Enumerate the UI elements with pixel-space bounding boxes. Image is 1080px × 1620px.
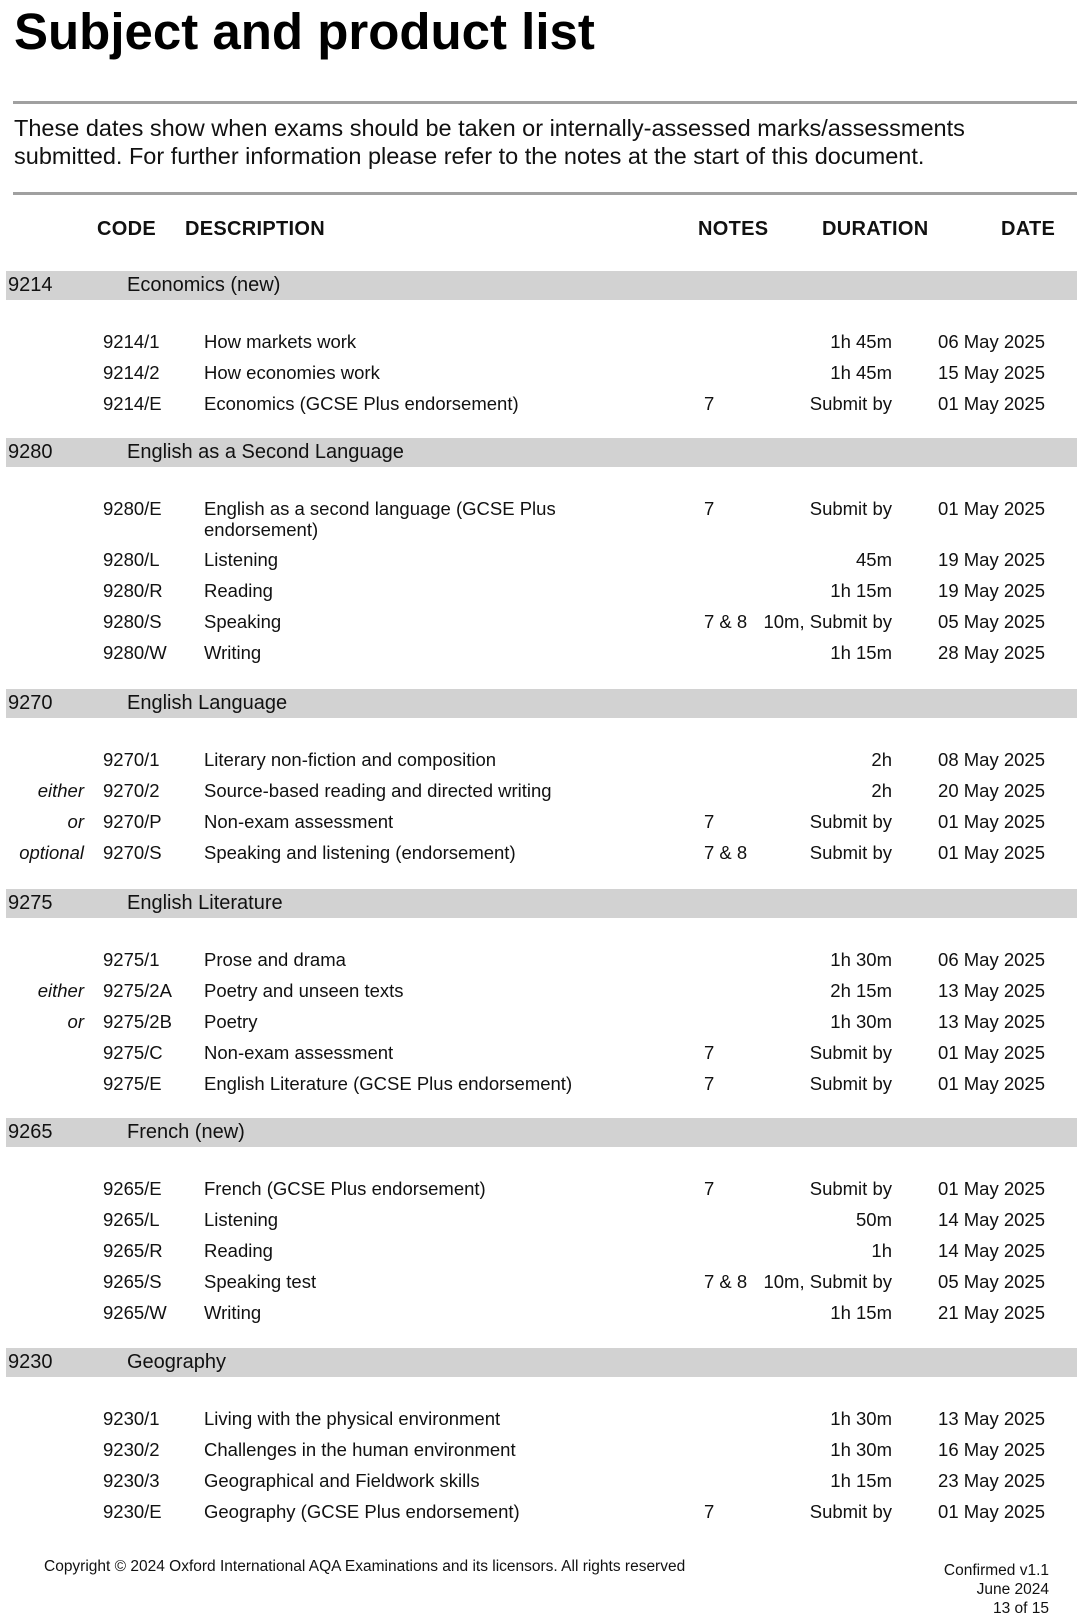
product-date: 13 May 2025 bbox=[938, 1408, 1045, 1429]
product-description: How markets work bbox=[204, 331, 357, 352]
product-notes: 7 bbox=[704, 498, 715, 519]
column-header-date: DATE bbox=[1001, 218, 1056, 240]
product-date: 01 May 2025 bbox=[938, 1501, 1045, 1522]
product-notes: 7 bbox=[704, 1042, 715, 1063]
product-code: 9265/R bbox=[103, 1240, 163, 1261]
product-code: 9270/2 bbox=[103, 780, 160, 801]
subject-name: English Literature bbox=[127, 892, 283, 914]
product-duration: Submit by bbox=[809, 1042, 892, 1063]
product-duration: Submit by bbox=[809, 1178, 892, 1199]
issue-date: June 2024 bbox=[976, 1581, 1049, 1598]
product-code: 9280/E bbox=[103, 498, 162, 519]
intro-divider bbox=[13, 192, 1077, 195]
subject-code: 9214 bbox=[8, 274, 53, 296]
product-code: 9265/L bbox=[103, 1209, 160, 1230]
product-notes: 7 & 8 bbox=[704, 611, 748, 632]
product-description: Non-exam assessment bbox=[204, 811, 394, 832]
product-duration: Submit by bbox=[809, 1501, 892, 1522]
product-duration: 2h bbox=[871, 780, 892, 801]
product-description: Reading bbox=[204, 1240, 273, 1261]
product-duration: 10m, Submit by bbox=[763, 611, 892, 632]
subject-code: 9230 bbox=[8, 1351, 53, 1373]
product-description: Living with the physical environment bbox=[204, 1408, 501, 1429]
product-code: 9275/1 bbox=[103, 949, 160, 970]
product-description: Listening bbox=[204, 1209, 279, 1230]
product-description: Economics (GCSE Plus endorsement) bbox=[204, 393, 519, 414]
product-code: 9280/W bbox=[103, 642, 167, 663]
intro-text: These dates show when exams should be taken or internally-assessed marks/assessments submitted. For further information please refer to the notes at the start of this document. bbox=[14, 115, 965, 169]
product-duration: Submit by bbox=[809, 498, 892, 519]
product-description: How economies work bbox=[204, 362, 380, 383]
product-date: 23 May 2025 bbox=[938, 1470, 1045, 1491]
product-duration: 45m bbox=[856, 549, 892, 570]
product-code: 9280/R bbox=[103, 580, 163, 601]
product-code: 9214/2 bbox=[103, 362, 160, 383]
product-code: 9275/C bbox=[103, 1042, 163, 1063]
product-notes: 7 bbox=[704, 1501, 715, 1522]
product-description: English as a second language (GCSE Plus endorsement) bbox=[204, 498, 556, 540]
qualifier-label: or bbox=[67, 811, 84, 832]
qualifier-label: optional bbox=[19, 842, 84, 863]
product-duration: Submit by bbox=[809, 393, 892, 414]
product-notes: 7 bbox=[704, 1178, 715, 1199]
subject-header bbox=[6, 271, 1077, 300]
product-code: 9270/S bbox=[103, 842, 162, 863]
product-notes: 7 & 8 bbox=[704, 1271, 748, 1292]
product-duration: 10m, Submit by bbox=[763, 1271, 892, 1292]
product-description: Geographical and Fieldwork skills bbox=[204, 1470, 480, 1491]
product-date: 01 May 2025 bbox=[938, 498, 1045, 519]
product-code: 9230/1 bbox=[103, 1408, 160, 1429]
product-code: 9265/E bbox=[103, 1178, 162, 1199]
product-description: Writing bbox=[204, 642, 262, 663]
product-date: 05 May 2025 bbox=[938, 1271, 1045, 1292]
product-duration: 1h bbox=[871, 1240, 892, 1261]
subject-header bbox=[6, 1348, 1077, 1377]
product-notes: 7 & 8 bbox=[704, 842, 748, 863]
subject-header bbox=[6, 438, 1077, 467]
subject-code: 9275 bbox=[8, 892, 53, 914]
product-duration: 2h 15m bbox=[830, 980, 892, 1001]
product-date: 13 May 2025 bbox=[938, 1011, 1045, 1032]
product-code: 9230/E bbox=[103, 1501, 162, 1522]
product-description: Poetry bbox=[204, 1011, 258, 1032]
product-notes: 7 bbox=[704, 1073, 715, 1094]
page-title: Subject and product list bbox=[14, 3, 595, 60]
subject-name: Economics (new) bbox=[127, 274, 281, 296]
top-divider bbox=[13, 101, 1077, 104]
product-date: 19 May 2025 bbox=[938, 580, 1045, 601]
subject-code: 9265 bbox=[8, 1121, 53, 1143]
product-date: 28 May 2025 bbox=[938, 642, 1045, 663]
product-duration: 1h 15m bbox=[830, 1470, 892, 1491]
subject-name: English Language bbox=[127, 692, 288, 714]
product-date: 01 May 2025 bbox=[938, 811, 1045, 832]
product-duration: 50m bbox=[856, 1209, 892, 1230]
product-duration: 2h bbox=[871, 749, 892, 770]
product-duration: 1h 15m bbox=[830, 642, 892, 663]
subject-name: French (new) bbox=[127, 1121, 245, 1143]
product-date: 05 May 2025 bbox=[938, 611, 1045, 632]
product-duration: 1h 45m bbox=[830, 362, 892, 383]
subject-code: 9270 bbox=[8, 692, 53, 714]
product-description: Speaking test bbox=[204, 1271, 317, 1292]
product-duration: Submit by bbox=[809, 842, 892, 863]
product-date: 08 May 2025 bbox=[938, 749, 1045, 770]
product-date: 01 May 2025 bbox=[938, 1042, 1045, 1063]
product-notes: 7 bbox=[704, 393, 715, 414]
product-duration: 1h 30m bbox=[830, 949, 892, 970]
subject-name: English as a Second Language bbox=[127, 441, 404, 463]
product-date: 06 May 2025 bbox=[938, 331, 1045, 352]
product-duration: 1h 30m bbox=[830, 1011, 892, 1032]
page-number: 13 of 15 bbox=[992, 1600, 1049, 1617]
subject-name: Geography bbox=[127, 1351, 226, 1373]
product-date: 06 May 2025 bbox=[938, 949, 1045, 970]
product-date: 19 May 2025 bbox=[938, 549, 1045, 570]
product-date: 14 May 2025 bbox=[938, 1209, 1045, 1230]
product-description: Geography (GCSE Plus endorsement) bbox=[204, 1501, 520, 1522]
product-code: 9270/1 bbox=[103, 749, 160, 770]
product-duration: 1h 30m bbox=[830, 1408, 892, 1429]
product-description: Speaking bbox=[204, 611, 282, 632]
qualifier-label: either bbox=[37, 980, 84, 1001]
column-header-duration: DURATION bbox=[822, 218, 929, 240]
product-duration: 1h 30m bbox=[830, 1439, 892, 1460]
product-code: 9265/S bbox=[103, 1271, 162, 1292]
product-description: Literary non-fiction and composition bbox=[204, 749, 497, 770]
product-duration: 1h 45m bbox=[830, 331, 892, 352]
subject-header bbox=[6, 889, 1077, 918]
product-code: 9230/3 bbox=[103, 1470, 160, 1491]
product-date: 01 May 2025 bbox=[938, 1178, 1045, 1199]
product-code: 9275/2A bbox=[103, 980, 172, 1001]
copyright-notice: Copyright © 2024 Oxford International AQA Examinations and its licensors. All rights reserved bbox=[44, 1558, 686, 1575]
product-description: English Literature (GCSE Plus endorsement) bbox=[204, 1073, 573, 1094]
subject-header bbox=[6, 1118, 1077, 1147]
product-description: Writing bbox=[204, 1302, 262, 1323]
product-description: Prose and drama bbox=[204, 949, 346, 970]
column-header-description: DESCRIPTION bbox=[185, 218, 325, 240]
product-description: Poetry and unseen texts bbox=[204, 980, 404, 1001]
product-description: Non-exam assessment bbox=[204, 1042, 394, 1063]
product-date: 01 May 2025 bbox=[938, 1073, 1045, 1094]
product-code: 9275/E bbox=[103, 1073, 162, 1094]
product-date: 15 May 2025 bbox=[938, 362, 1045, 383]
product-code: 9230/2 bbox=[103, 1439, 160, 1460]
column-header-code: CODE bbox=[97, 218, 156, 240]
product-description: Reading bbox=[204, 580, 273, 601]
product-code: 9214/1 bbox=[103, 331, 160, 352]
product-date: 13 May 2025 bbox=[938, 980, 1045, 1001]
product-date: 20 May 2025 bbox=[938, 780, 1045, 801]
product-description: Challenges in the human environment bbox=[204, 1439, 516, 1460]
qualifier-label: either bbox=[37, 780, 84, 801]
product-description: French (GCSE Plus endorsement) bbox=[204, 1178, 486, 1199]
column-header-notes: NOTES bbox=[698, 218, 769, 240]
subject-header bbox=[6, 689, 1077, 718]
subject-code: 9280 bbox=[8, 441, 53, 463]
product-description: Source-based reading and directed writing bbox=[204, 780, 552, 801]
product-date: 01 May 2025 bbox=[938, 842, 1045, 863]
product-date: 01 May 2025 bbox=[938, 393, 1045, 414]
product-code: 9280/S bbox=[103, 611, 162, 632]
product-notes: 7 bbox=[704, 811, 715, 832]
product-code: 9214/E bbox=[103, 393, 162, 414]
product-code: 9265/W bbox=[103, 1302, 167, 1323]
version-label: Confirmed v1.1 bbox=[943, 1562, 1049, 1579]
product-description: Speaking and listening (endorsement) bbox=[204, 842, 516, 863]
document-status bbox=[944, 1561, 1049, 1618]
product-duration: Submit by bbox=[809, 1073, 892, 1094]
product-description: Listening bbox=[204, 549, 279, 570]
product-duration: 1h 15m bbox=[830, 580, 892, 601]
qualifier-label: or bbox=[67, 1011, 84, 1032]
product-duration: 1h 15m bbox=[830, 1302, 892, 1323]
product-date: 16 May 2025 bbox=[938, 1439, 1045, 1460]
product-code: 9280/L bbox=[103, 549, 160, 570]
product-duration: Submit by bbox=[809, 811, 892, 832]
product-code: 9275/2B bbox=[103, 1011, 172, 1032]
product-date: 21 May 2025 bbox=[938, 1302, 1045, 1323]
product-date: 14 May 2025 bbox=[938, 1240, 1045, 1261]
product-code: 9270/P bbox=[103, 811, 162, 832]
